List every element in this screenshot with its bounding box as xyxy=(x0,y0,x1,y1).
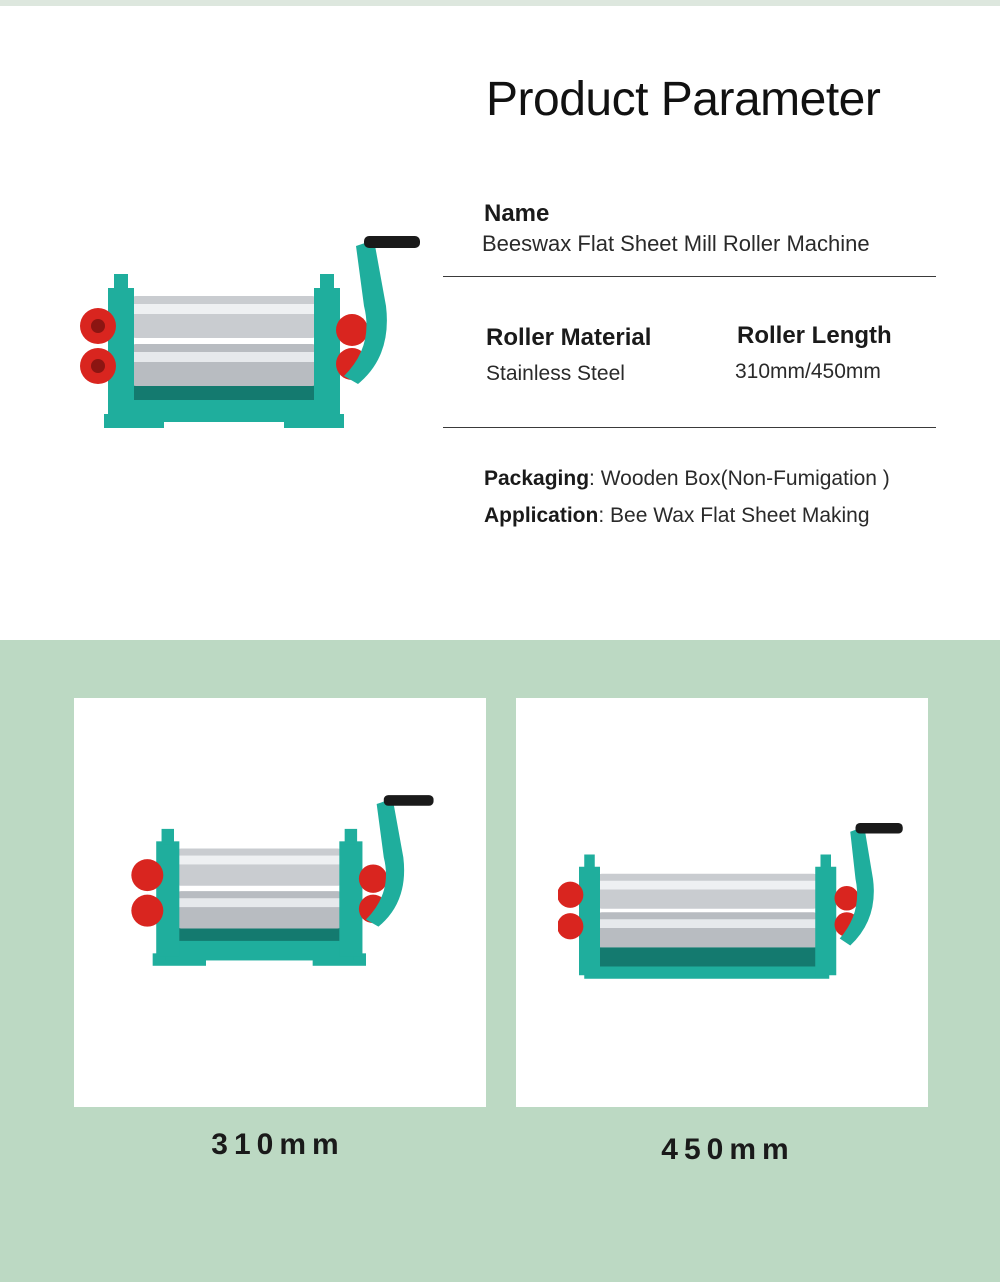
machine-rollers xyxy=(130,296,318,386)
roller-material-label: Roller Material xyxy=(486,324,652,351)
roller-length-label: Roller Length xyxy=(737,322,892,349)
variant-card-450 xyxy=(516,698,928,1107)
variant-card-310 xyxy=(74,698,486,1107)
packaging-value: : Wooden Box(Non-Fumigation ) xyxy=(589,467,890,490)
packaging-label: Packaging xyxy=(484,467,590,490)
roller-machine-image xyxy=(74,226,434,446)
divider xyxy=(443,276,936,277)
roller-machine-310-image xyxy=(126,786,446,982)
page-title: Product Parameter xyxy=(486,73,881,126)
machine-base xyxy=(104,384,344,428)
divider xyxy=(443,427,936,428)
variant-caption-310: 310mm xyxy=(211,1128,345,1161)
application-line xyxy=(484,504,870,528)
variant-caption-450: 450mm xyxy=(661,1133,795,1166)
name-value: Beeswax Flat Sheet Mill Roller Machine xyxy=(482,231,870,256)
roller-material-value: Stainless Steel xyxy=(486,362,625,385)
packaging-line xyxy=(484,467,890,491)
roller-length-value: 310mm/450mm xyxy=(735,360,881,383)
name-label: Name xyxy=(484,200,550,227)
application-value: : Bee Wax Flat Sheet Making xyxy=(598,504,870,527)
roller-machine-450-image xyxy=(558,816,908,991)
application-label: Application xyxy=(484,504,599,527)
